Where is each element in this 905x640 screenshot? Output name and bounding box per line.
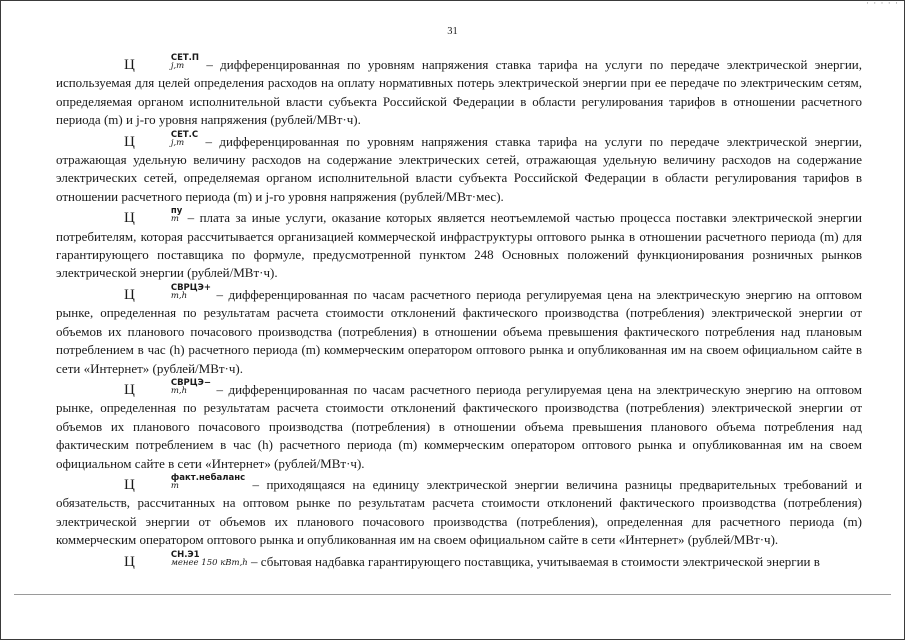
definition-paragraph (56, 472, 862, 550)
definition-text: – плата за иные услуги, оказание которых является неотъемлемой частью процесса поставки электрической энергии потребителям, которая рассчитывается организацией коммерческой инфраструктуры оптового рынка в отношении расчетного периода (m) для гарантирующего поставщика по формуле, предусмотренной пунктом 248 Основных положений функционирования розничных рынков электрической энергии (рублей/МВт·ч). (56, 210, 862, 281)
formula-symbol: Ц (124, 133, 135, 150)
formula-symbol: Ц (124, 210, 135, 227)
definition-text: – дифференцированная по часам расчетного периода регулируемая цена на электрическую энергию на оптовом рынке, определенная по результатам расчета стоимости отклонений фактического производства (потребления) электрической энергии от объемов их планового почасового производства (потребления) в отношении объема превышения планового объема потребления над фактическим потреблением в час (h) расчетного периода (m) коммерческим оператором оптового рынка и опубликованная им на своем официальном сайте в сети «Интернет» (рублей/МВт·ч). (56, 381, 862, 471)
definition-paragraph (56, 53, 862, 130)
definition-text: – дифференцированная по уровням напряжения ставка тарифа на услуги по передаче электрической энергии, используемая для целей определения расходов на оплату нормативных потерь электрической энергии при ее передаче по электрическим сетям, определяемая органом исполнительной власти субъекта Российской Федерации в области регулирования тарифов в отношении расчетного периода (m) и j-го уровня напряжения (рублей/МВт·ч). (56, 57, 862, 128)
formula-subscript: j,m (170, 137, 185, 148)
formula-symbol: Ц (124, 381, 135, 398)
definition-text: – приходящаяся на единицу электрической энергии величина разницы предварительных требований и обязательств, рассчитанных на оптовом рынке по результатам расчета стоимости отклонений фактического производства (потребления) электрической энергии от объемов их планового почасового производства (потребления), определенная для расчетного периода (m) коммерческим оператором оптового рынка и опубликованная им на своем официальном сайте в сети «Интернет» (рублей/МВт·ч). (56, 476, 862, 548)
formula-superscript: СЕТ.С (170, 129, 199, 140)
formula-indices (137, 54, 199, 70)
definition-text: – сбытовая надбавка гарантирующего поставщика, учитываемая в стоимости электрической энергии в (247, 553, 820, 569)
definition-paragraph (56, 129, 862, 207)
definition-paragraph (56, 377, 862, 473)
definition-paragraph (56, 549, 862, 571)
formula-superscript: пу (170, 206, 183, 217)
document-body (56, 53, 862, 574)
definition-paragraph (56, 206, 862, 283)
formula-subscript: j,m (170, 61, 185, 72)
formula-subscript: менее 150 кВт,h (170, 557, 248, 568)
formula-indices (137, 379, 211, 395)
page-number: 31 (447, 26, 458, 37)
formula-subscript: m (170, 480, 179, 491)
formula-subscript: m (170, 214, 179, 225)
formula-subscript: m,h (170, 385, 188, 396)
formula-symbol: Ц (124, 286, 135, 303)
page-bottom-rule (14, 594, 891, 595)
formula-indices (137, 207, 182, 223)
definition-text: – дифференцированная по уровням напряжения ставка тарифа на услуги по передаче электрической энергии, отражающая удельную величину расходов на содержание электрических сетей, отражающая удельную величину расходов на содержание электрических сетей, определяемая органом исполнительной власти субъекта Российской Федерации в области регулирования тарифов в отношении расчетного периода (m) и j-го уровня напряжения (рублей/МВт·мес). (56, 133, 862, 204)
formula-superscript: СН.Э1 (170, 549, 200, 560)
formula-superscript: СЕТ.П (170, 53, 200, 64)
formula-superscript: СВРЦЭ+ (170, 282, 212, 293)
formula-indices (137, 474, 245, 490)
formula-superscript: факт.небаланс (170, 472, 246, 483)
definition-text: – дифференцированная по часам расчетного периода регулируемая цена на электрическую энергию на оптовом рынке, определенная по результатам расчета стоимости отклонений фактического производства (потребления) электрической энергии от объемов их планового почасового производства (потребления) в отношении объема превышения фактического потребления над плановым потреблением в час (h) расчетного периода (m) коммерческим оператором оптового рынка и опубликованная им на своем официальном сайте в сети «Интернет» (рублей/МВт·ч). (56, 286, 862, 376)
formula-indices (137, 131, 198, 147)
definition-paragraph (56, 282, 862, 378)
formula-symbol: Ц (124, 553, 135, 570)
scan-mark: · · · · · (866, 0, 899, 8)
formula-subscript: m,h (170, 290, 188, 301)
formula-symbol: Ц (124, 57, 135, 73)
formula-indices (137, 551, 248, 567)
formula-indices (137, 284, 211, 300)
formula-superscript: СВРЦЭ− (170, 377, 212, 388)
formula-symbol: Ц (124, 476, 135, 493)
